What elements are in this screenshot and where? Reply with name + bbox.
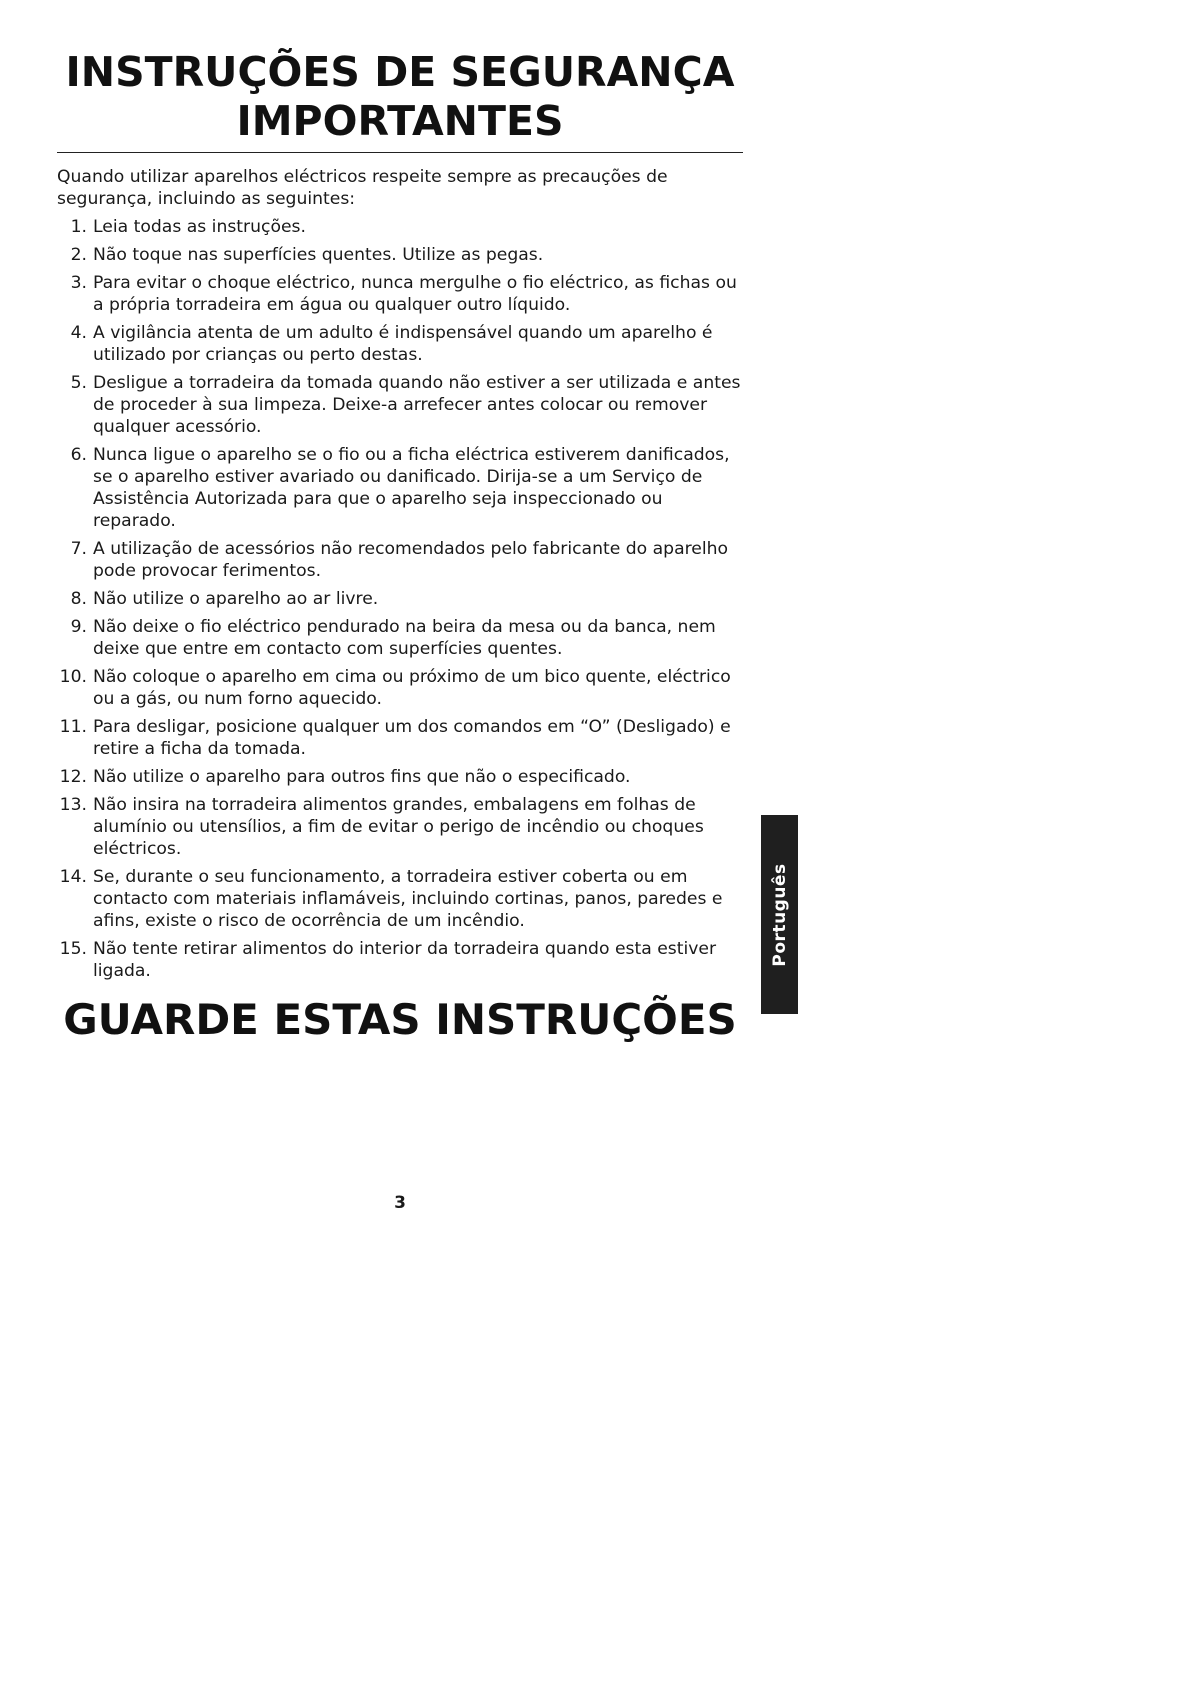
save-instructions-heading: GUARDE ESTAS INSTRUÇÕES <box>63 995 737 1044</box>
list-item-text-line: de proceder à sua limpeza. Deixe-a arrefecer antes colocar ou remover <box>93 395 708 415</box>
safety-instructions-list <box>57 216 757 988</box>
list-item <box>57 244 757 266</box>
list-item <box>57 588 757 610</box>
list-item-text-line: Não utilize o aparelho ao ar livre. <box>93 589 379 609</box>
list-item-text-line: Se, durante o seu funcionamento, a torradeira estiver coberta ou em <box>93 867 688 887</box>
list-item <box>57 616 757 660</box>
list-item-text-line: ou a gás, ou num forno aquecido. <box>93 689 382 709</box>
list-item-text-line: ligada. <box>93 961 151 981</box>
list-item-text-line: Não toque nas superfícies quentes. Utilize as pegas. <box>93 245 544 265</box>
list-item <box>57 272 757 316</box>
list-item-text-line: a própria torradeira em água ou qualquer outro líquido. <box>93 295 571 315</box>
list-item-text-line: alumínio ou utensílios, a fim de evitar o perigo de incêndio ou choques <box>93 817 704 837</box>
list-item <box>57 766 757 788</box>
list-item-text-line: Não tente retirar alimentos do interior da torradeira quando esta estiver <box>93 939 717 959</box>
list-item-text-line: utilizado por crianças ou perto destas. <box>93 345 423 365</box>
list-item-number: 12. <box>59 767 87 787</box>
list-item <box>57 322 757 366</box>
list-item <box>57 216 757 238</box>
list-item-number: 10. <box>59 667 87 687</box>
list-item-text-line: Para desligar, posicione qualquer um dos comandos em “O” (Desligado) e <box>93 717 731 737</box>
language-tab-label: Português <box>769 862 790 967</box>
list-item-text-line: reparado. <box>93 511 176 531</box>
list-item-text-line: Não coloque o aparelho em cima ou próximo de um bico quente, eléctrico <box>93 667 731 687</box>
list-item-number: 11. <box>59 717 87 737</box>
list-item-text-line: Leia todas as instruções. <box>93 217 306 237</box>
list-item <box>57 372 757 438</box>
list-item-text-line: afins, existe o risco de ocorrência de um incêndio. <box>93 911 525 931</box>
page-title-line-2: IMPORTANTES <box>236 97 564 145</box>
list-item <box>57 666 757 710</box>
list-item-number: 13. <box>59 795 87 815</box>
list-item <box>57 716 757 760</box>
list-item-text-line: Desligue a torradeira da tomada quando não estiver a ser utilizada e antes <box>93 373 741 393</box>
list-item-text-line: Não utilize o aparelho para outros fins que não o especificado. <box>93 767 631 787</box>
list-item-number: 2. <box>70 245 87 265</box>
list-item-text-line: pode provocar ferimentos. <box>93 561 322 581</box>
intro-line-2: segurança, incluindo as seguintes: <box>57 189 356 209</box>
list-item-number: 3. <box>70 273 87 293</box>
list-item-number: 9. <box>70 617 87 637</box>
list-item <box>57 444 757 532</box>
list-item-number: 8. <box>70 589 87 609</box>
list-item <box>57 794 757 860</box>
list-item-text-line: Para evitar o choque eléctrico, nunca mergulhe o fio eléctrico, as fichas ou <box>93 273 737 293</box>
list-item-number: 7. <box>70 539 87 559</box>
title-divider <box>57 152 743 153</box>
list-item-number: 4. <box>70 323 87 343</box>
list-item-number: 5. <box>70 373 87 393</box>
list-item-text-line: se o aparelho estiver avariado ou danificado. Dirija-se a um Serviço de <box>93 467 703 487</box>
language-tab <box>761 815 798 1014</box>
list-item-text-line: retire a ficha da tomada. <box>93 739 307 759</box>
page-title <box>57 48 743 146</box>
list-item-text-line: deixe que entre em contacto com superfícies quentes. <box>93 639 563 659</box>
intro-paragraph <box>57 166 743 210</box>
list-item-text-line: qualquer acessório. <box>93 417 262 437</box>
list-item-number: 15. <box>59 939 87 959</box>
list-item <box>57 866 757 932</box>
intro-line-1: Quando utilizar aparelhos eléctricos respeite sempre as precauções de <box>57 167 668 187</box>
list-item <box>57 538 757 582</box>
list-item-number: 1. <box>70 217 87 237</box>
list-item-number: 6. <box>70 445 87 465</box>
list-item-text-line: Assistência Autorizada para que o aparelho seja inspeccionado ou <box>93 489 663 509</box>
page-number: 3 <box>394 1193 406 1213</box>
list-item <box>57 938 757 982</box>
list-item-text-line: A utilização de acessórios não recomendados pelo fabricante do aparelho <box>93 539 729 559</box>
list-item-text-line: Nunca ligue o aparelho se o fio ou a ficha eléctrica estiverem danificados, <box>93 445 730 465</box>
list-item-text-line: Não deixe o fio eléctrico pendurado na beira da mesa ou da banca, nem <box>93 617 716 637</box>
list-item-text-line: A vigilância atenta de um adulto é indispensável quando um aparelho é <box>93 323 713 343</box>
list-item-text-line: eléctricos. <box>93 839 182 859</box>
page-title-line-1: INSTRUÇÕES DE SEGURANÇA <box>65 48 735 96</box>
list-item-text-line: contacto com materiais inflamáveis, incluindo cortinas, panos, paredes e <box>93 889 723 909</box>
list-item-text-line: Não insira na torradeira alimentos grandes, embalagens em folhas de <box>93 795 696 815</box>
list-item-number: 14. <box>59 867 87 887</box>
